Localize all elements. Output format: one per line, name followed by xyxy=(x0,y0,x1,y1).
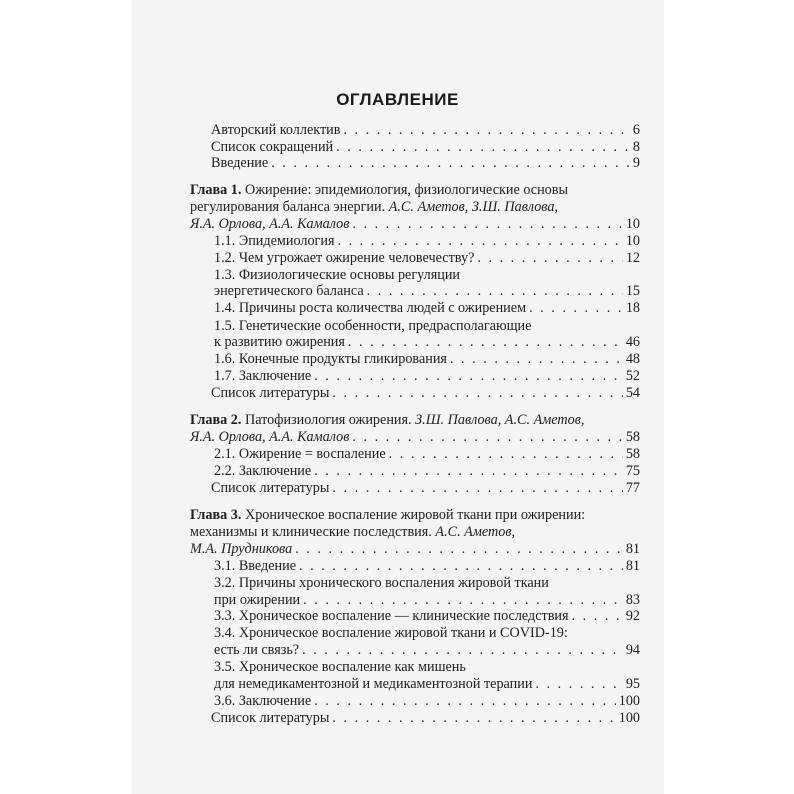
toc-page-number: 100 xyxy=(618,693,640,709)
chapter-2-heading-line-2 xyxy=(190,429,640,446)
toc-section[interactable]: 1.4. Причины роста количества людей с ожирением . . . 18 xyxy=(214,300,640,317)
chapter-authors: З.Ш. Павлова, А.С. Аметов, xyxy=(415,412,585,428)
chapter-title: Ожирение: эпидемиология, физиологические основы xyxy=(244,182,568,198)
toc-entry-abbreviations[interactable] xyxy=(211,139,640,156)
page-title: ОГЛАВЛЕНИЕ xyxy=(336,90,459,109)
toc-page-number: 81 xyxy=(625,541,640,557)
chapter-title: Патофизиология ожирения. xyxy=(244,412,412,428)
chapter-1-heading-line-2 xyxy=(190,199,640,216)
toc-page-number: 46 xyxy=(625,334,640,350)
toc-page-number: 95 xyxy=(625,676,640,692)
toc-page-number: 6 xyxy=(632,122,640,138)
chapter-title: механизмы и клинические последствия. xyxy=(190,524,432,540)
toc-page-number: 75 xyxy=(625,463,640,479)
toc-section[interactable]: 3.1. Введение . . . 81 xyxy=(214,558,640,575)
toc-section[interactable]: 3.5. Хроническое воспаление как мишень xyxy=(214,659,466,675)
toc-page-number: 10 xyxy=(625,216,640,232)
toc-page-number: 83 xyxy=(625,592,640,608)
toc-section-continued: к развитию ожирения . . . 46 xyxy=(214,334,640,351)
toc-references[interactable]: Список литературы . . . 77 xyxy=(211,480,640,497)
toc-page-number: 100 xyxy=(618,710,640,726)
toc-entry-authors[interactable] xyxy=(211,122,640,139)
chapter-label: Глава 2. xyxy=(190,412,242,428)
chapter-2-heading[interactable] xyxy=(190,412,640,429)
chapter-authors: Я.А. Орлова, А.А. Камалов xyxy=(190,429,350,445)
toc-section[interactable]: 1.5. Генетические особенности, предрасполагающие xyxy=(214,318,532,334)
chapter-label: Глава 1. xyxy=(190,182,242,198)
toc-page-number: 18 xyxy=(625,300,640,316)
toc-entry-label: Введение xyxy=(211,155,269,171)
toc-section[interactable]: 1.7. Заключение . . . 52 xyxy=(214,368,640,385)
toc-page-number: 12 xyxy=(625,250,640,266)
toc-references[interactable]: Список литературы . . . 54 xyxy=(211,385,640,402)
chapter-1-heading-line-3 xyxy=(190,216,640,233)
toc-page-number: 94 xyxy=(625,642,640,658)
toc-page-number: 10 xyxy=(625,233,640,249)
toc-entry-label: Авторский коллектив xyxy=(211,122,341,138)
toc-references[interactable]: Список литературы . . . 100 xyxy=(211,710,640,727)
toc-page-number: 92 xyxy=(625,608,640,624)
toc-section[interactable]: 2.2. Заключение . . . 75 xyxy=(214,463,640,480)
chapter-label: Глава 3. xyxy=(190,507,242,523)
chapter-title: регулирования баланса энергии. xyxy=(190,199,386,215)
toc-page-number: 15 xyxy=(625,283,640,299)
toc-page-number: 54 xyxy=(625,385,640,401)
toc-page-number: 9 xyxy=(632,155,640,171)
toc-section-continued: есть ли связь? . . . 94 xyxy=(214,642,640,659)
toc-page-number: 77 xyxy=(625,480,640,496)
toc-section[interactable]: 3.3. Хроническое воспаление — клинические последствия . . . 92 xyxy=(214,608,640,625)
chapter-authors: А.С. Аметов, xyxy=(435,524,516,540)
toc-entry-introduction[interactable] xyxy=(211,155,640,172)
toc-page-number: 58 xyxy=(625,429,640,445)
toc-section[interactable]: 3.6. Заключение . . . 100 xyxy=(214,693,640,710)
toc-section[interactable]: 2.1. Ожирение = воспаление . . . 58 xyxy=(214,446,640,463)
chapter-3-heading-line-2 xyxy=(190,524,640,541)
toc-section-continued: при ожирении . . . 83 xyxy=(214,592,640,609)
toc-section-continued: для немедикаментозной и медикаментозной терапии . . . 95 xyxy=(214,676,640,693)
toc-section[interactable]: 1.3. Физиологические основы регуляции xyxy=(214,267,461,283)
toc-section-continued: энергетического баланса . . . 15 xyxy=(214,283,640,300)
chapter-authors: А.С. Аметов, З.Ш. Павлова, xyxy=(388,199,559,215)
toc-page-number: 58 xyxy=(625,446,640,462)
chapter-3-heading[interactable] xyxy=(190,507,640,524)
chapter-title: Хроническое воспаление жировой ткани при ожирении: xyxy=(244,507,586,523)
toc-entry-label: Список сокращений xyxy=(211,139,334,155)
toc-section[interactable]: 1.6. Конечные продукты гликирования . . . 48 xyxy=(214,351,640,368)
chapter-authors: М.А. Прудникова xyxy=(190,541,293,557)
toc-section[interactable]: 1.1. Эпидемиология . . . 10 xyxy=(214,233,640,250)
toc-page-number: 52 xyxy=(625,368,640,384)
toc-page-number: 48 xyxy=(625,351,640,367)
chapter-1-heading[interactable] xyxy=(190,182,640,199)
toc-page-number: 8 xyxy=(632,139,640,155)
toc-section[interactable]: 1.2. Чем угрожает ожирение человечеству? . . . 12 xyxy=(214,250,640,267)
toc-section[interactable]: 3.4. Хроническое воспаление жировой ткани и COVID-19: xyxy=(214,625,568,641)
chapter-3-heading-line-3 xyxy=(190,541,640,558)
chapter-authors: Я.А. Орлова, А.А. Камалов xyxy=(190,216,350,232)
toc-page-number: 81 xyxy=(625,558,640,574)
toc-section[interactable]: 3.2. Причины хронического воспаления жировой ткани xyxy=(214,575,549,591)
